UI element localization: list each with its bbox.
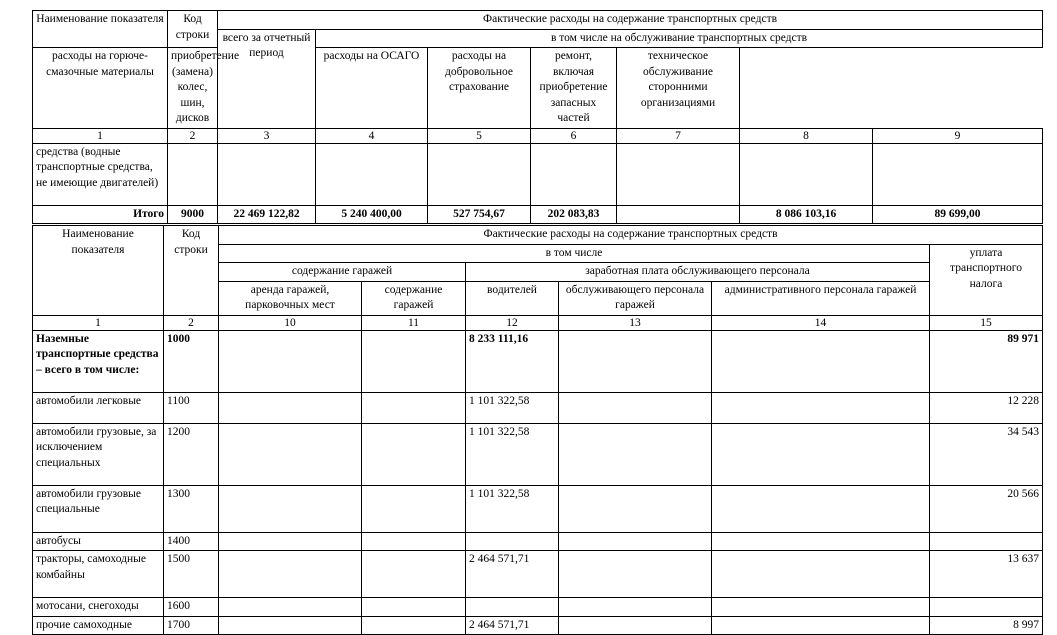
total-fuel: 5 240 400,00 [316,205,428,224]
col-fuel-header: расходы на горюче-смазочные материалы [33,48,168,129]
col-number: 4 [316,128,428,143]
row-name: автомобили грузовые специальные [33,485,164,532]
row-code: 1500 [164,551,219,598]
row-drivers: 8 233 111,16 [466,330,559,392]
col-service-header: техническое обслуживание сторонними организациями [617,48,740,129]
col-number: 8 [740,128,873,143]
row-name: мотосани, снегоходы [33,598,164,617]
row-code: 1600 [164,598,219,617]
table-row [33,485,1043,532]
total-osago: 202 083,83 [531,205,617,224]
row-tax: 12 228 [930,392,1043,423]
col-number: 2 [168,128,218,143]
row-code: 1100 [164,392,219,423]
table-row [33,551,1043,598]
col-garage-staff-header: обслуживающего персонала гаражей [559,281,712,315]
total-wheels: 527 754,67 [428,205,531,224]
col-number: 11 [362,315,466,330]
row-drivers [466,598,559,617]
row-name: тракторы, самоходные комбайны [33,551,164,598]
row-name: Наземные транспортные средства – всего в том числе: [33,330,164,392]
col-number: 10 [219,315,362,330]
row-tax: 13 637 [930,551,1043,598]
row-code: 1700 [164,616,219,635]
row-drivers: 1 101 322,58 [466,392,559,423]
row-name: автомобили легковые [33,392,164,423]
table-row [33,143,1043,205]
row-tax: 8 997 [930,616,1043,635]
row-drivers: 1 101 322,58 [466,485,559,532]
row-name: автобусы [33,532,164,551]
group-header: Фактические расходы на содержание транспортных средств [218,11,1043,30]
col-number: 15 [930,315,1043,330]
row-code: 1400 [164,532,219,551]
col-wheels-header: приобретение (замена) колес, шин, дисков [168,48,218,129]
col-code-header: Код строки [168,11,218,48]
col-rent-header: аренда гаражей, парковочных мест [219,281,362,315]
salary-group-header: заработная плата обслуживающего персонала [466,263,930,282]
col-voluntary-header: расходы на добровольное страхование [428,48,531,129]
col-number: 3 [218,128,316,143]
total-label: Итого [33,205,168,224]
col-number: 5 [428,128,531,143]
col-name-header: Наименование показателя [33,11,168,48]
col-name-header: Наименование показателя [33,226,164,316]
row-name: автомобили грузовые, за исключением специальных [33,423,164,485]
total-service: 89 699,00 [873,205,1043,224]
row-tax: 89 971 [930,330,1043,392]
expenses-table-part1 [32,10,1043,224]
row-drivers: 2 464 571,71 [466,616,559,635]
row-tax: 20 566 [930,485,1043,532]
garage-group-header: содержание гаражей [219,263,466,282]
table-row [33,616,1043,635]
group-header: Фактические расходы на содержание транспортных средств [219,226,1043,245]
col-tax-header: уплата транспортного налога [930,244,1043,315]
col-number: 12 [466,315,559,330]
expenses-table-part2 [32,225,1043,635]
col-code-header: Код строки [164,226,219,316]
col-number: 6 [531,128,617,143]
col-number: 14 [712,315,930,330]
col-number: 7 [617,128,740,143]
table-row [33,423,1043,485]
including-header: в том числе [219,244,930,263]
table-row [33,532,1043,551]
col-repair-header: ремонт, включая приобретение запасных частей [531,48,617,129]
col-number: 9 [873,128,1043,143]
total-row [33,205,1043,224]
row-code: 1300 [164,485,219,532]
col-number: 1 [33,128,168,143]
col-admin-header: административного персонала гаражей [712,281,930,315]
total-repair: 8 086 103,16 [740,205,873,224]
col-number: 1 [33,315,164,330]
row-name: средства (водные транспортные средства, не имеющие двигателей) [33,143,168,205]
row-drivers: 1 101 322,58 [466,423,559,485]
row-tax [930,532,1043,551]
col-osago-header: расходы на ОСАГО [316,48,428,129]
col-number: 2 [164,315,219,330]
col-garage-header: содержание гаражей [362,281,466,315]
table-row [33,598,1043,617]
table-row [33,392,1043,423]
total-code: 9000 [168,205,218,224]
row-tax: 34 543 [930,423,1043,485]
table-row [33,330,1043,392]
col-drivers-header: водителей [466,281,559,315]
total-all: 22 469 122,82 [218,205,316,224]
row-drivers [466,532,559,551]
row-code: 1200 [164,423,219,485]
col-number: 13 [559,315,712,330]
row-code: 1000 [164,330,219,392]
total-voluntary [617,205,740,224]
row-name: прочие самоходные [33,616,164,635]
row-tax [930,598,1043,617]
subgroup-header: в том числе на обслуживание транспортных средств [316,29,1043,48]
col-total-header: всего за отчетный период [218,29,316,128]
row-drivers: 2 464 571,71 [466,551,559,598]
